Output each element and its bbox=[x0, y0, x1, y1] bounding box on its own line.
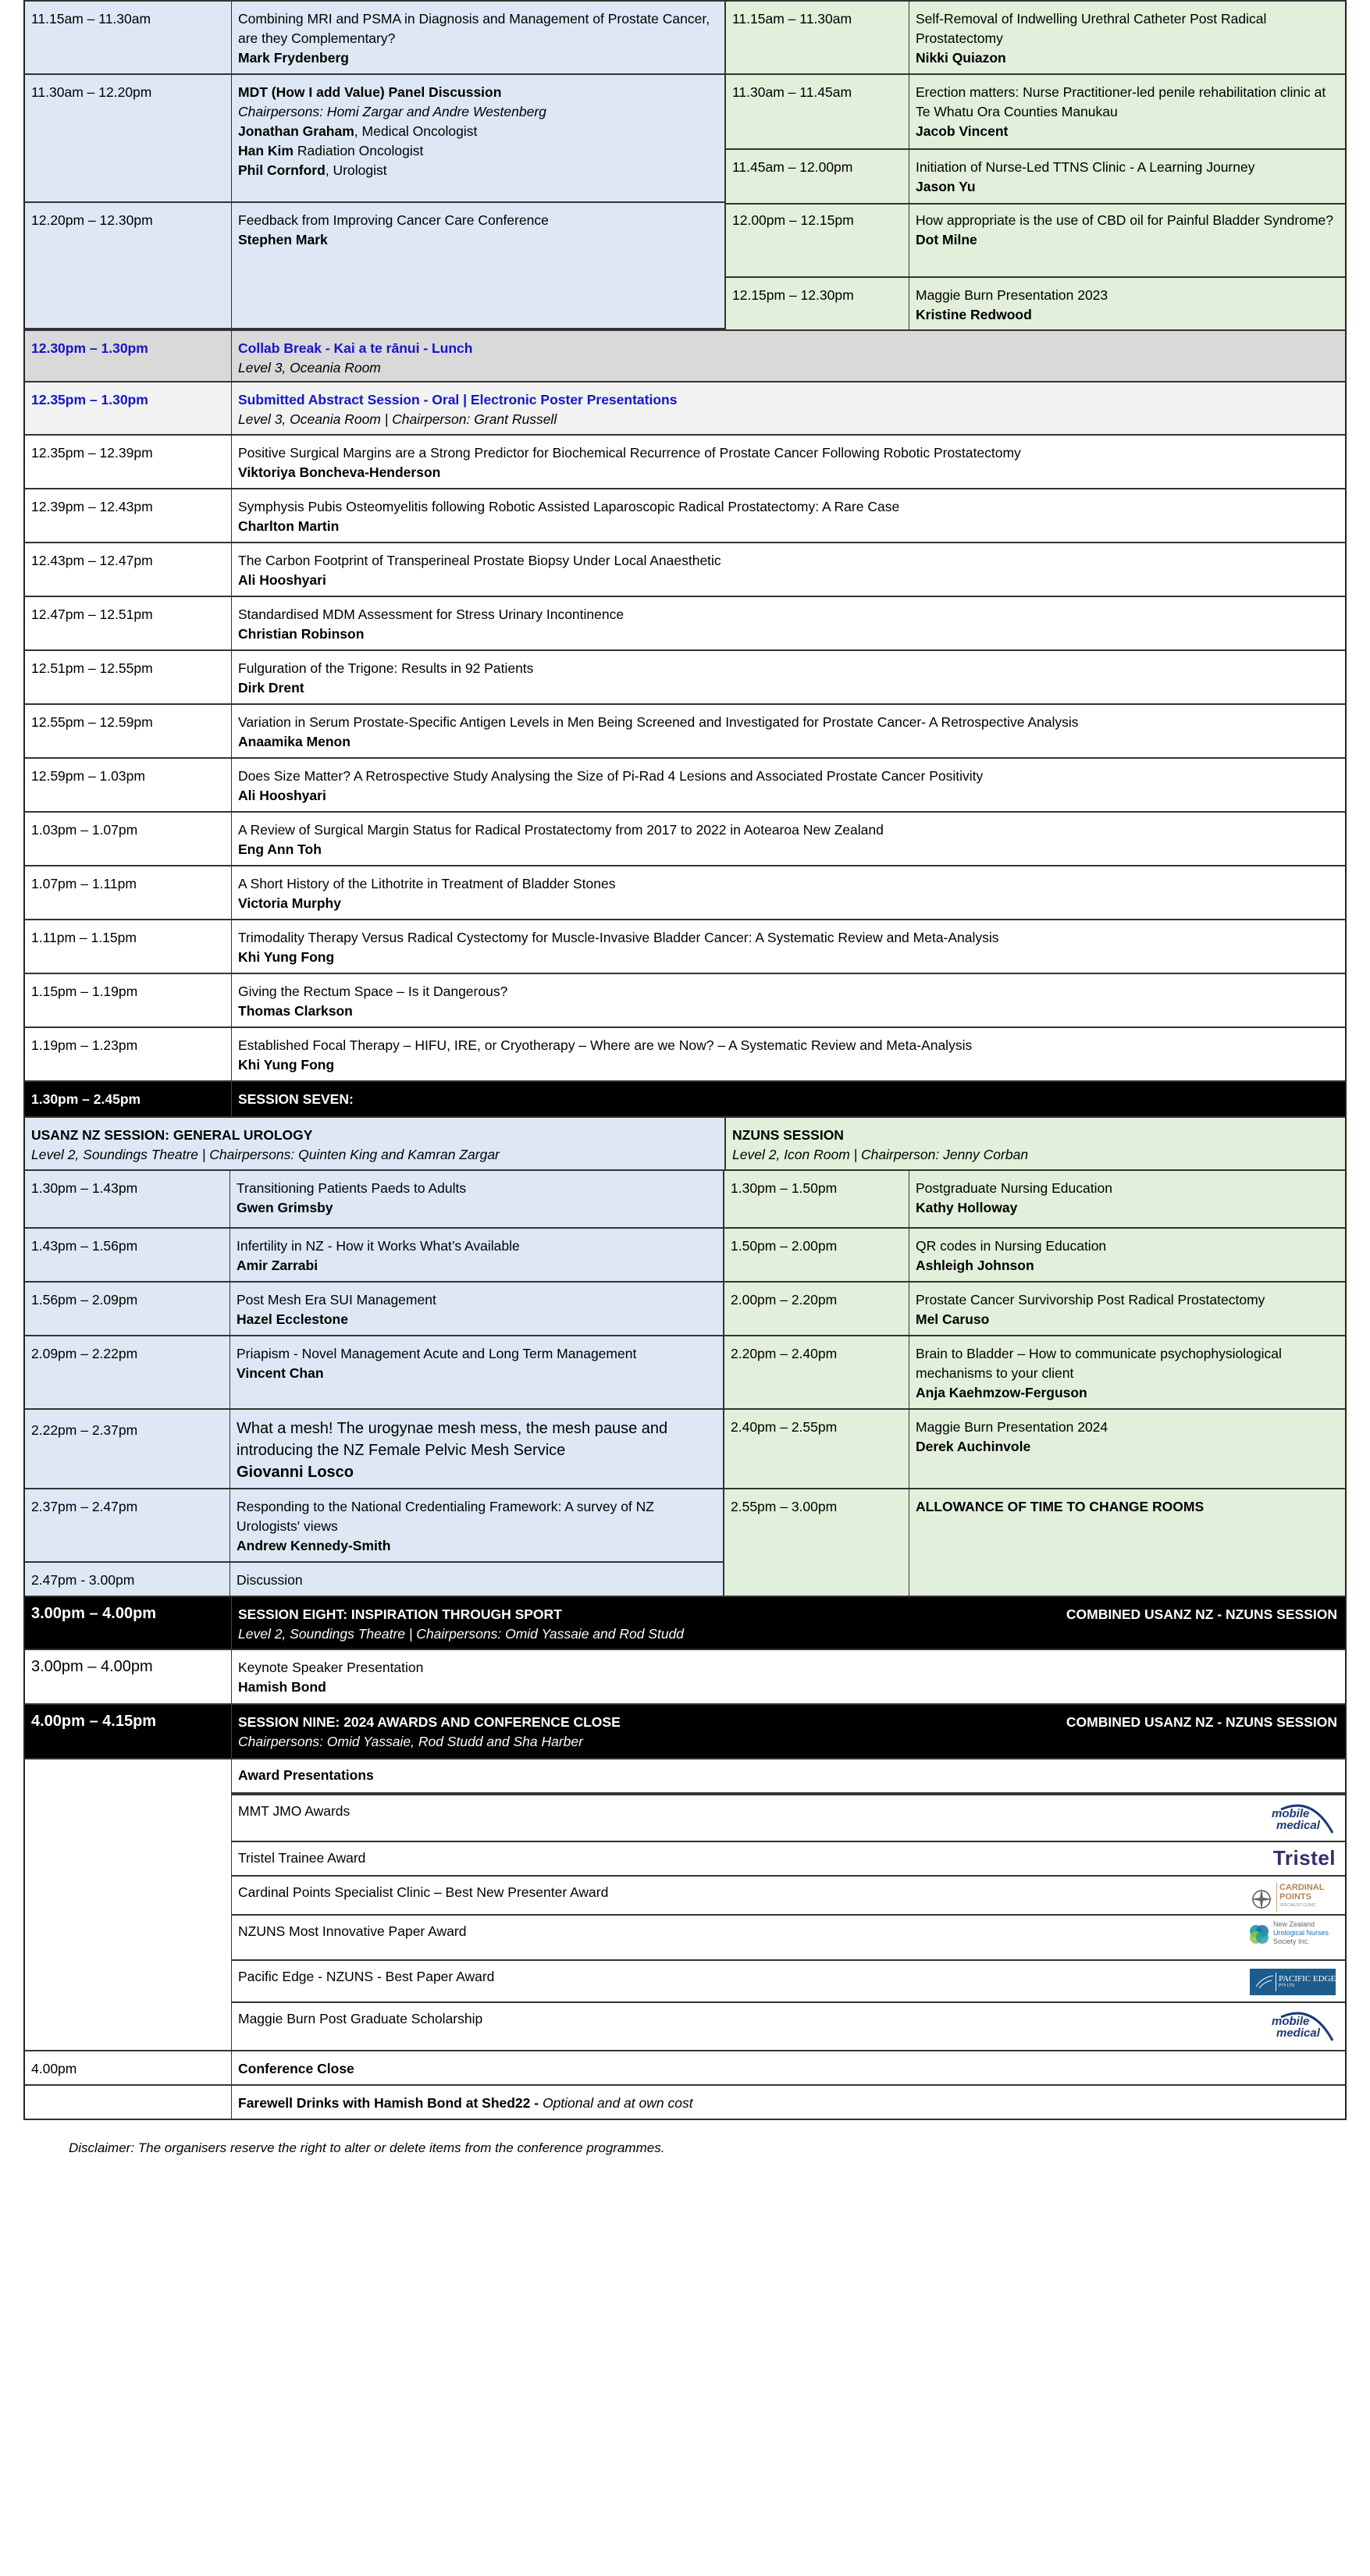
keynote-row bbox=[23, 1650, 1347, 1705]
session bbox=[232, 382, 1345, 434]
time: 11.30am – 11.45am bbox=[726, 75, 909, 148]
talk bbox=[232, 1650, 1345, 1703]
speaker: Christian Robinson bbox=[238, 626, 365, 642]
speaker: Anaamika Menon bbox=[238, 734, 351, 749]
speaker: Ashleigh Johnson bbox=[916, 1258, 1034, 1273]
award-row bbox=[232, 2003, 1345, 2051]
panelist bbox=[238, 161, 720, 180]
talk bbox=[909, 75, 1345, 148]
abstract-row bbox=[23, 813, 1347, 866]
speaker: Mel Caruso bbox=[916, 1311, 990, 1327]
talk-title: QR codes in Nursing Education bbox=[916, 1238, 1107, 1254]
speaker: Anja Kaehmzow-Ferguson bbox=[916, 1385, 1087, 1400]
time: 11.15am – 11.30am bbox=[726, 2, 909, 73]
talk-title: How appropriate is the use of CBD oil for Painful Bladder Syndrome? bbox=[916, 212, 1333, 228]
talk-title: Variation in Serum Prostate-Specific Antigen Levels in Men Being Screened and Investigated for Prostate Cancer- A Retrospective Analysis bbox=[238, 714, 1079, 730]
session-nine-row bbox=[23, 1705, 1347, 1759]
disclaimer: Disclaimer: The organisers reserve the right to alter or delete items from the conference programmes. bbox=[69, 2140, 665, 2155]
speaker: Derek Auchinvole bbox=[916, 1439, 1031, 1454]
panelist-role: , Medical Oncologist bbox=[354, 123, 478, 139]
nzuns-row bbox=[726, 75, 1345, 150]
talk bbox=[232, 920, 1345, 973]
awards-block bbox=[23, 1759, 1347, 2051]
time: 2.47pm - 3.00pm bbox=[25, 1563, 230, 1596]
abstract-row bbox=[23, 597, 1347, 651]
mobile-medical-logo bbox=[1265, 1800, 1336, 1836]
speaker: Charlton Martin bbox=[238, 518, 340, 534]
talk bbox=[232, 813, 1345, 865]
abstract-row bbox=[23, 1028, 1347, 1082]
abstract-session-row bbox=[23, 382, 1347, 436]
talk-title: Maggie Burn Presentation 2023 bbox=[916, 287, 1108, 303]
talk bbox=[909, 1336, 1345, 1408]
abstract-row bbox=[23, 759, 1347, 813]
award-label: MMT JMO Awards bbox=[238, 1803, 351, 1819]
time: 12.15pm – 12.30pm bbox=[726, 278, 909, 329]
mobile-medical-logo bbox=[1265, 2008, 1336, 2044]
talk bbox=[230, 1410, 723, 1488]
pacific-edge-mark-icon bbox=[1254, 1973, 1275, 1991]
time: 12.51pm – 12.55pm bbox=[25, 651, 232, 703]
panel-chairs: Chairpersons: Homi Zargar and Andre Westenberg bbox=[238, 104, 546, 119]
abstract-row bbox=[23, 974, 1347, 1028]
speaker: Kathy Holloway bbox=[916, 1200, 1018, 1215]
time: 2.09pm – 2.22pm bbox=[25, 1336, 230, 1408]
conference-close-row bbox=[23, 2051, 1347, 2086]
speaker: Eng Ann Toh bbox=[238, 841, 322, 857]
panelist-role: , Urologist bbox=[325, 162, 387, 178]
usanz-stream-header bbox=[25, 1118, 726, 1169]
speaker: Stephen Mark bbox=[238, 232, 328, 247]
logo-text: POINTS bbox=[1279, 1892, 1311, 1902]
talk bbox=[909, 1410, 1345, 1488]
abstract-row bbox=[23, 436, 1347, 489]
session-seven-row bbox=[23, 1082, 1347, 1118]
time: 12.39pm – 12.43pm bbox=[25, 489, 232, 542]
talk-title: Giving the Rectum Space – Is it Dangerous? bbox=[238, 984, 508, 999]
time: 11.45am – 12.00pm bbox=[726, 150, 909, 203]
session-title: SESSION EIGHT: INSPIRATION THROUGH SPORT bbox=[238, 1606, 562, 1622]
talk bbox=[909, 1489, 1345, 1596]
time: 1.19pm – 1.23pm bbox=[25, 1028, 232, 1080]
session-title: SESSION SEVEN: bbox=[238, 1091, 354, 1107]
usanz-session-row bbox=[25, 1489, 723, 1563]
farewell-note: Optional and at own cost bbox=[542, 2095, 693, 2111]
talk bbox=[232, 543, 1345, 596]
talk-title: Keynote Speaker Presentation bbox=[238, 1660, 424, 1675]
session-eight-row bbox=[23, 1597, 1347, 1650]
talk-title: Discussion bbox=[237, 1572, 303, 1588]
talk bbox=[230, 1563, 723, 1596]
farewell-title: Farewell Drinks with Hamish Bond at Shed22 - bbox=[238, 2095, 543, 2111]
award-label: Maggie Burn Post Graduate Scholarship bbox=[238, 2011, 483, 2026]
stream-header-row bbox=[23, 1118, 1347, 1171]
talk bbox=[232, 203, 726, 328]
logo-text: Tristel bbox=[1272, 1846, 1336, 1870]
award-label: NZUNS Most Innovative Paper Award bbox=[238, 1923, 467, 1939]
time: 12.47pm – 12.51pm bbox=[25, 597, 232, 649]
time: 4.00pm – 4.15pm bbox=[25, 1705, 232, 1758]
awards-heading: Award Presentations bbox=[232, 1759, 1345, 1794]
talk-title: Transitioning Patients Paeds to Adults bbox=[237, 1180, 467, 1196]
talk bbox=[230, 1336, 723, 1408]
time: 12.00pm – 12.15pm bbox=[726, 203, 909, 276]
speaker: Gwen Grimsby bbox=[237, 1200, 333, 1215]
time: 1.15pm – 1.19pm bbox=[25, 974, 232, 1026]
cardinal-points-logo bbox=[1250, 1881, 1336, 1914]
time: 2.20pm – 2.40pm bbox=[724, 1336, 909, 1408]
pacific-edge-logo bbox=[1250, 1969, 1336, 1995]
speaker: Amir Zarrabi bbox=[237, 1258, 318, 1273]
talk bbox=[909, 150, 1345, 203]
time-empty bbox=[25, 2086, 232, 2119]
talk-title: Positive Surgical Margins are a Strong Predictor for Biochemical Recurrence of Prostate Cancer Following Robotic Prostatectomy bbox=[238, 445, 1021, 461]
break bbox=[232, 331, 1345, 381]
speaker: Andrew Kennedy-Smith bbox=[237, 1538, 391, 1553]
talk-title: The Carbon Footprint of Transperineal Prostate Biopsy Under Local Anaesthetic bbox=[238, 553, 721, 568]
abstract-row bbox=[23, 866, 1347, 920]
abstract-row bbox=[23, 705, 1347, 759]
panel-title: MDT (How I add Value) Panel Discussion bbox=[238, 84, 502, 100]
logo-text: PACIFIC EDGE bbox=[1279, 1974, 1336, 1984]
speaker: Jason Yu bbox=[916, 179, 976, 194]
talk-title: Standardised MDM Assessment for Stress Urinary Incontinence bbox=[238, 607, 625, 622]
award-label: Pacific Edge - NZUNS - Best Paper Award bbox=[238, 1969, 495, 1984]
nzuns-row bbox=[726, 2, 1345, 75]
abstract-row bbox=[23, 489, 1347, 543]
talk-title: Combining MRI and PSMA in Diagnosis and Management of Prostate Cancer, are they Complementary? bbox=[238, 11, 710, 46]
time: 1.11pm – 1.15pm bbox=[25, 920, 232, 973]
time: 12.43pm – 12.47pm bbox=[25, 543, 232, 596]
logo-text: New Zealand bbox=[1273, 1920, 1315, 1928]
nzuns-session-row bbox=[724, 1410, 1345, 1489]
talk-title: Postgraduate Nursing Education bbox=[916, 1180, 1112, 1196]
time: 1.07pm – 1.11pm bbox=[25, 866, 232, 919]
nzuns-session-row bbox=[724, 1229, 1345, 1283]
talk-title: Post Mesh Era SUI Management bbox=[237, 1292, 436, 1308]
talk-title: A Short History of the Lithotrite in Treatment of Bladder Stones bbox=[238, 876, 616, 891]
usanz-session-row bbox=[25, 1171, 723, 1229]
time: 1.03pm – 1.07pm bbox=[25, 813, 232, 865]
usanz-stream bbox=[23, 1171, 724, 1597]
talk bbox=[232, 651, 1345, 703]
award-row bbox=[232, 1794, 1345, 1842]
talk-title: What a mesh! The urogynae mesh mess, the mesh pause and introducing the NZ Female Pelvic Mesh Service bbox=[237, 1420, 668, 1459]
time: 2.37pm – 2.47pm bbox=[25, 1489, 230, 1561]
nzuns-session-row bbox=[724, 1489, 1345, 1597]
speaker: Victoria Murphy bbox=[238, 895, 341, 911]
talk-title: Prostate Cancer Survivorship Post Radical Prostatectomy bbox=[916, 1292, 1265, 1308]
usanz-session-row bbox=[25, 1229, 723, 1283]
talk bbox=[909, 2, 1345, 73]
session-chairs: Chairpersons: Omid Yassaie, Rod Studd and Sha Harber bbox=[238, 1734, 583, 1749]
divider bbox=[1276, 1883, 1277, 1912]
logo-text: medical bbox=[1276, 2026, 1320, 2040]
time: 1.30pm – 1.43pm bbox=[25, 1171, 230, 1227]
logo-text: SPECIALIST CLINIC bbox=[1279, 1903, 1316, 1908]
stream-location: Level 2, Soundings Theatre | Chairpersons: Quinten King and Kamran Zargar bbox=[31, 1147, 500, 1162]
time: 12.30pm – 1.30pm bbox=[25, 331, 232, 381]
time: 1.30pm – 1.50pm bbox=[724, 1171, 909, 1227]
time: 12.35pm – 1.30pm bbox=[25, 382, 232, 434]
session-title: Submitted Abstract Session - Oral | Electronic Poster Presentations bbox=[238, 392, 678, 407]
nzuns-session-row bbox=[724, 1283, 1345, 1336]
award-row bbox=[232, 1916, 1345, 1961]
nzuns-logo bbox=[1248, 1919, 1336, 1956]
logo-text: Urological Nurses bbox=[1273, 1929, 1329, 1937]
close-title: Conference Close bbox=[238, 2061, 354, 2076]
speaker: Hazel Ecclestone bbox=[237, 1311, 348, 1327]
award-label: Tristel Trainee Award bbox=[238, 1850, 366, 1866]
logo-text: Society Inc. bbox=[1273, 1937, 1310, 1945]
time: 12.55pm – 12.59pm bbox=[25, 705, 232, 757]
talk-title: Priapism - Novel Management Acute and Long Term Management bbox=[237, 1346, 637, 1361]
time: 3.00pm – 4.00pm bbox=[25, 1650, 232, 1703]
time: 12.59pm – 1.03pm bbox=[25, 759, 232, 811]
session-location: Level 2, Soundings Theatre | Chairpersons: Omid Yassaie and Rod Studd bbox=[238, 1626, 685, 1642]
time: 1.43pm – 1.56pm bbox=[25, 1229, 230, 1281]
farewell-row bbox=[23, 2086, 1347, 2120]
talk-title: A Review of Surgical Margin Status for Radical Prostatectomy from 2017 to 2022 in Aotearoa New Zealand bbox=[238, 822, 884, 838]
talk-title: Symphysis Pubis Osteomyelitis following Robotic Assisted Laparoscopic Radical Prostatectomy: A Rare Case bbox=[238, 499, 900, 514]
speaker: Nikki Quiazon bbox=[916, 50, 1006, 66]
abstract-row bbox=[23, 543, 1347, 597]
nzuns-stream-header bbox=[726, 1118, 1345, 1169]
talk bbox=[232, 866, 1345, 919]
talk bbox=[230, 1489, 723, 1561]
collab-break-row bbox=[23, 329, 1347, 382]
stream-location: Level 2, Icon Room | Chairperson: Jenny Corban bbox=[732, 1147, 1029, 1162]
speaker: Dirk Drent bbox=[238, 680, 304, 696]
speaker: Hamish Bond bbox=[238, 1679, 326, 1695]
speaker: Mark Frydenberg bbox=[238, 50, 349, 66]
speaker: Viktoriya Boncheva-Henderson bbox=[238, 464, 441, 480]
talk bbox=[232, 705, 1345, 757]
session-title: SESSION NINE: 2024 AWARDS AND CONFERENCE CLOSE bbox=[238, 1714, 621, 1730]
logo-text: mobile bbox=[1272, 1807, 1310, 1820]
talk-title: Brain to Bladder – How to communicate psychophysiological mechanisms to your client bbox=[916, 1346, 1282, 1381]
nzuns-column bbox=[724, 0, 1347, 329]
time: 11.30am – 12.20pm bbox=[25, 75, 232, 201]
time: 2.00pm – 2.20pm bbox=[724, 1283, 909, 1335]
time: 12.35pm – 12.39pm bbox=[25, 436, 232, 488]
nzuns-session-row bbox=[724, 1336, 1345, 1410]
talk-title: Fulguration of the Trigone: Results in 92 Patients bbox=[238, 660, 534, 676]
panelist-name: Jonathan Graham bbox=[238, 123, 354, 139]
panelist bbox=[238, 122, 720, 141]
talk-title: Self-Removal of Indwelling Urethral Catheter Post Radical Prostatectomy bbox=[916, 11, 1267, 46]
logo-text: PTY LTD bbox=[1279, 1984, 1295, 1988]
panelist-name: Han Kim bbox=[238, 143, 294, 158]
panel bbox=[232, 75, 726, 201]
panelist-role: Radiation Oncologist bbox=[293, 143, 424, 158]
break-title: Collab Break - Kai a te rānui - Lunch bbox=[238, 340, 473, 356]
abstract-row bbox=[23, 920, 1347, 974]
talk bbox=[909, 1283, 1345, 1335]
time: 2.40pm – 2.55pm bbox=[724, 1410, 909, 1488]
talk-title: Trimodality Therapy Versus Radical Cystectomy for Muscle-Invasive Bladder Cancer: A Systematic Review and Meta-Analysis bbox=[238, 930, 999, 945]
nzuns-emblem-icon bbox=[1248, 1923, 1270, 1945]
time: 4.00pm bbox=[25, 2051, 232, 2084]
time: 1.50pm – 2.00pm bbox=[724, 1229, 909, 1281]
panelist-name: Phil Cornford bbox=[238, 162, 326, 178]
usanz-session-row bbox=[25, 1283, 723, 1336]
speaker: Khi Yung Fong bbox=[238, 949, 335, 965]
time: 3.00pm – 4.00pm bbox=[25, 1597, 232, 1649]
time: 1.56pm – 2.09pm bbox=[25, 1283, 230, 1335]
talk-title: Feedback from Improving Cancer Care Conference bbox=[238, 212, 549, 228]
award-row bbox=[232, 1961, 1345, 2003]
session bbox=[232, 1597, 1345, 1649]
talk-title: Initiation of Nurse-Led TTNS Clinic - A Learning Journey bbox=[916, 159, 1255, 175]
talk bbox=[230, 1229, 723, 1281]
time: 12.20pm – 12.30pm bbox=[25, 203, 232, 328]
speaker: Kristine Redwood bbox=[916, 307, 1032, 322]
award-row bbox=[232, 1877, 1345, 1916]
speaker: Khi Yung Fong bbox=[238, 1057, 335, 1073]
talk bbox=[909, 203, 1345, 276]
session bbox=[232, 1705, 1345, 1758]
nzuns-row bbox=[726, 203, 1345, 278]
abstract-row bbox=[23, 651, 1347, 705]
nzuns-row bbox=[726, 278, 1345, 329]
talk bbox=[232, 974, 1345, 1026]
logo-text: CARDINAL bbox=[1279, 1883, 1325, 1892]
talk bbox=[230, 1171, 723, 1227]
talk bbox=[230, 1283, 723, 1335]
speaker: Vincent Chan bbox=[237, 1365, 324, 1381]
talk-title: Maggie Burn Presentation 2024 bbox=[916, 1419, 1108, 1435]
speaker: Ali Hooshyari bbox=[238, 788, 326, 803]
nzuns-row bbox=[726, 150, 1345, 205]
combined-session-label: COMBINED USANZ NZ - NZUNS SESSION bbox=[1066, 1606, 1337, 1622]
time: 2.22pm – 2.37pm bbox=[25, 1410, 230, 1488]
nzuns-stream bbox=[724, 1171, 1347, 1597]
stream-title: NZUNS SESSION bbox=[732, 1127, 844, 1143]
talk-title: Erection matters: Nurse Practitioner-led penile rehabilitation clinic at Te Whatu Ora Counties Manukau bbox=[916, 84, 1326, 119]
talk-title: Responding to the National Credentialing Framework: A survey of NZ Urologists' views bbox=[237, 1499, 654, 1534]
award-row bbox=[232, 1842, 1345, 1877]
speaker: Dot Milne bbox=[916, 232, 977, 247]
tristel-logo bbox=[1273, 1847, 1336, 1869]
awards-time-cell bbox=[25, 1759, 232, 2050]
compass-icon bbox=[1250, 1888, 1273, 1911]
talk bbox=[232, 489, 1345, 542]
nzuns-session-row bbox=[724, 1171, 1345, 1229]
farewell bbox=[232, 2086, 1345, 2119]
speaker: Giovanni Losco bbox=[237, 1464, 354, 1481]
time: 1.30pm – 2.45pm bbox=[25, 1082, 232, 1116]
usanz-session-row bbox=[25, 1336, 723, 1410]
logo-text: mobile bbox=[1272, 2015, 1310, 2028]
panelist bbox=[238, 141, 720, 161]
time: 11.15am – 11.30am bbox=[25, 2, 232, 73]
speaker: Ali Hooshyari bbox=[238, 572, 326, 588]
usanz-session-row bbox=[25, 1563, 723, 1597]
talk bbox=[232, 759, 1345, 811]
talk-title: Established Focal Therapy – HIFU, IRE, or Cryotherapy – Where are we Now? – A Systematic Review and Meta-Analysis bbox=[238, 1037, 973, 1053]
talk-title: Infertility in NZ - How it Works What’s Available bbox=[237, 1238, 520, 1254]
time: 2.55pm – 3.00pm bbox=[724, 1489, 909, 1596]
column-divider bbox=[231, 1759, 232, 2050]
talk bbox=[909, 278, 1345, 329]
session-location: Level 3, Oceania Room | Chairperson: Grant Russell bbox=[238, 411, 557, 427]
award-label: Cardinal Points Specialist Clinic – Best New Presenter Award bbox=[238, 1884, 609, 1900]
usanz-session-row bbox=[25, 1410, 723, 1489]
break-location: Level 3, Oceania Room bbox=[238, 360, 381, 375]
talk bbox=[232, 2, 726, 73]
speaker: Jacob Vincent bbox=[916, 123, 1009, 139]
talk bbox=[232, 436, 1345, 488]
speaker: Thomas Clarkson bbox=[238, 1003, 353, 1019]
talk bbox=[232, 597, 1345, 649]
talk-title: Does Size Matter? A Retrospective Study Analysing the Size of Pi-Rad 4 Lesions and Associated Prostate Cancer Positivity bbox=[238, 768, 984, 784]
logo-text: medical bbox=[1276, 1819, 1320, 1832]
combined-session-label: COMBINED USANZ NZ - NZUNS SESSION bbox=[1066, 1714, 1337, 1730]
stream-title: USANZ NZ SESSION: GENERAL UROLOGY bbox=[31, 1127, 313, 1143]
talk bbox=[909, 1171, 1345, 1227]
talk-title: ALLOWANCE OF TIME TO CHANGE ROOMS bbox=[916, 1499, 1205, 1514]
talk bbox=[909, 1229, 1345, 1281]
talk bbox=[232, 1028, 1345, 1080]
